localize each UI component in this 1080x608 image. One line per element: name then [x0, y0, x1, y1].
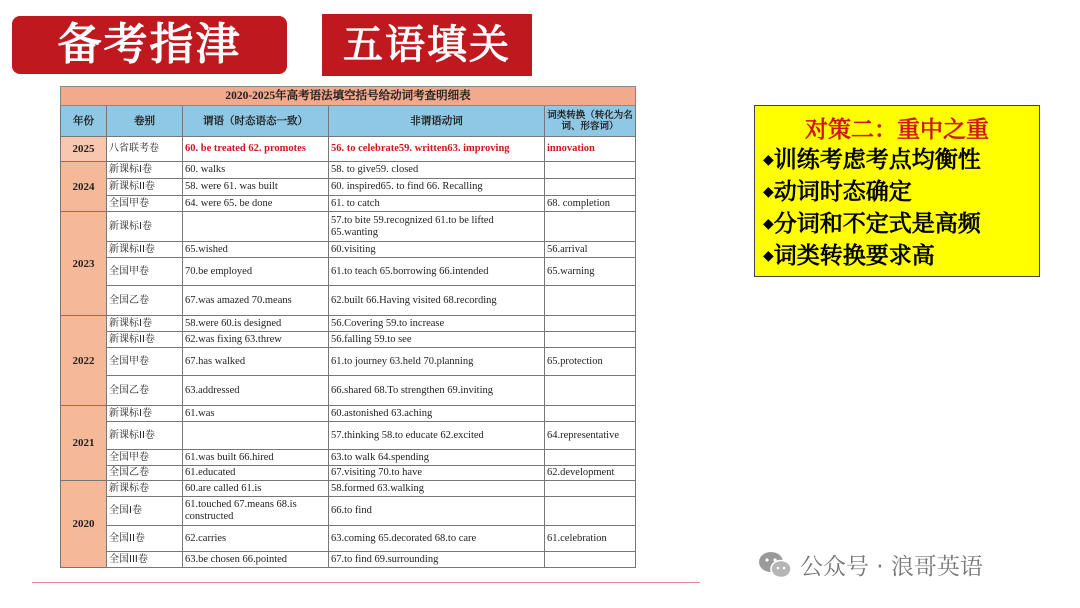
year-cell: 2023: [61, 212, 107, 316]
exam-cell: 全国I卷: [107, 497, 183, 526]
predicate-cell: 60. walks: [183, 162, 329, 179]
bullet-icon: ◆: [763, 184, 774, 200]
table-row: [61, 348, 636, 376]
strategy-list: [755, 144, 1039, 272]
exam-cell: 新课标I卷: [107, 212, 183, 242]
predicate-cell: 60.are called 61.is: [183, 481, 329, 497]
predicate-cell: 58. were 61. was built: [183, 179, 329, 196]
nonpredicate-cell: 66.to find: [329, 497, 545, 526]
conversion-cell: [545, 179, 636, 196]
table-row: [61, 196, 636, 212]
year-cell: 2024: [61, 162, 107, 212]
exam-cell: 新课标II卷: [107, 332, 183, 348]
nonpredicate-cell: 58.formed 63.walking: [329, 481, 545, 497]
predicate-cell: 58.were 60.is designed: [183, 316, 329, 332]
nonpredicate-cell: 60. inspired65. to find 66. Recalling: [329, 179, 545, 196]
strategy-item: [755, 176, 1039, 208]
strategy-item: [755, 240, 1039, 272]
conversion-cell: [545, 376, 636, 406]
conversion-cell: 65.warning: [545, 258, 636, 286]
predicate-cell: 63.be chosen 66.pointed: [183, 552, 329, 568]
exam-detail-table: [60, 86, 636, 568]
year-cell: 2025: [61, 137, 107, 162]
strategy-item: [755, 208, 1039, 240]
strategy-box: [754, 105, 1040, 277]
header-year: 年份: [61, 106, 107, 137]
exam-cell: 新课标I卷: [107, 316, 183, 332]
predicate-cell: 67.has walked: [183, 348, 329, 376]
bullet-icon: ◆: [763, 248, 774, 264]
strategy-item-text: 训练考虑考点均衡性: [773, 147, 981, 173]
conversion-cell: [545, 450, 636, 466]
exam-cell: 全国甲卷: [107, 196, 183, 212]
year-cell: 2020: [61, 481, 107, 568]
conversion-cell: innovation: [545, 137, 636, 162]
nonpredicate-cell: 57.thinking 58.to educate 62.excited: [329, 422, 545, 450]
conversion-cell: 62.development: [545, 466, 636, 481]
exam-cell: 全国III卷: [107, 552, 183, 568]
nonpredicate-cell: 60.astonished 63.aching: [329, 406, 545, 422]
conversion-cell: [545, 406, 636, 422]
table-row: [61, 316, 636, 332]
exam-cell: 全国甲卷: [107, 258, 183, 286]
table-row: [61, 552, 636, 568]
exam-detail-table-wrapper: [60, 86, 635, 568]
conversion-cell: [545, 286, 636, 316]
predicate-cell: 67.was amazed 70.means: [183, 286, 329, 316]
header-word-conversion: 词类转换（转化为名词、形容词）: [545, 106, 636, 137]
predicate-cell: 61.touched 67.means 68.is constructed: [183, 497, 329, 526]
table-row: [61, 450, 636, 466]
conversion-cell: 68. completion: [545, 196, 636, 212]
table-row: [61, 466, 636, 481]
exam-cell: 全国乙卷: [107, 376, 183, 406]
exam-cell: 新课标I卷: [107, 406, 183, 422]
strategy-item-text: 词类转换要求高: [773, 243, 935, 269]
predicate-cell: 61.educated: [183, 466, 329, 481]
nonpredicate-cell: 61.to teach 65.borrowing 66.intended: [329, 258, 545, 286]
predicate-cell: 61.was: [183, 406, 329, 422]
bullet-icon: ◆: [763, 216, 774, 232]
table-row: [61, 376, 636, 406]
exam-cell: 全国乙卷: [107, 286, 183, 316]
header-exam: 卷别: [107, 106, 183, 137]
year-cell: 2022: [61, 316, 107, 406]
title-right-text: 五语填关: [343, 22, 511, 68]
exam-cell: 新课标II卷: [107, 242, 183, 258]
conversion-cell: [545, 481, 636, 497]
nonpredicate-cell: 61. to catch: [329, 196, 545, 212]
predicate-cell: 70.be employed: [183, 258, 329, 286]
nonpredicate-cell: 62.built 66.Having visited 68.recording: [329, 286, 545, 316]
table-row: [61, 212, 636, 242]
conversion-cell: [545, 316, 636, 332]
conversion-cell: [545, 497, 636, 526]
exam-cell: 新课标II卷: [107, 422, 183, 450]
predicate-cell: 60. be treated 62. promotes: [183, 137, 329, 162]
nonpredicate-cell: 56.falling 59.to see: [329, 332, 545, 348]
conversion-cell: [545, 162, 636, 179]
year-cell: 2021: [61, 406, 107, 481]
table-row: [61, 422, 636, 450]
nonpredicate-cell: 63.coming 65.decorated 68.to care: [329, 526, 545, 552]
predicate-cell: 62.was fixing 63.threw: [183, 332, 329, 348]
table-caption: 2020-2025年高考语法填空括号给动词考查明细表: [61, 87, 636, 106]
nonpredicate-cell: 61.to journey 63.held 70.planning: [329, 348, 545, 376]
nonpredicate-cell: 57.to bite 59.recognized 61.to be lifted 65.wanting: [329, 212, 545, 242]
table-row: [61, 526, 636, 552]
strategy-title: 对策二：重中之重: [805, 117, 989, 143]
table-row: [61, 406, 636, 422]
divider-line: [32, 582, 700, 583]
watermark-text: 公众号 · 浪哥英语: [800, 554, 983, 580]
exam-cell: 新课标卷: [107, 481, 183, 497]
table-row: [61, 497, 636, 526]
exam-cell: 全国甲卷: [107, 348, 183, 376]
conversion-cell: 56.arrival: [545, 242, 636, 258]
header-nonpredicate: 非谓语动词: [329, 106, 545, 137]
strategy-item-text: 动词时态确定: [773, 179, 912, 205]
bullet-icon: ◆: [763, 152, 774, 168]
nonpredicate-cell: 56.Covering 59.to increase: [329, 316, 545, 332]
table-row: [61, 137, 636, 162]
exam-cell: 八省联考卷: [107, 137, 183, 162]
table-row: [61, 179, 636, 196]
conversion-cell: [545, 332, 636, 348]
exam-cell: 新课标II卷: [107, 179, 183, 196]
predicate-cell: [183, 212, 329, 242]
table-row: [61, 481, 636, 497]
exam-cell: 全国甲卷: [107, 450, 183, 466]
nonpredicate-cell: 56. to celebrate59. written63. improving: [329, 137, 545, 162]
nonpredicate-cell: 63.to walk 64.spending: [329, 450, 545, 466]
conversion-cell: [545, 552, 636, 568]
conversion-cell: 64.representative: [545, 422, 636, 450]
strategy-item: [755, 144, 1039, 176]
header-predicate: 谓语（时态语态一致）: [183, 106, 329, 137]
predicate-cell: 61.was built 66.hired: [183, 450, 329, 466]
conversion-cell: 61.celebration: [545, 526, 636, 552]
predicate-cell: [183, 422, 329, 450]
conversion-cell: [545, 212, 636, 242]
predicate-cell: 64. were 65. be done: [183, 196, 329, 212]
watermark: [758, 548, 983, 581]
exam-cell: 全国II卷: [107, 526, 183, 552]
title-badge-right: [322, 14, 532, 76]
strategy-item-text: 分词和不定式是高频: [773, 211, 981, 237]
exam-cell: 全国乙卷: [107, 466, 183, 481]
nonpredicate-cell: 66.shared 68.To strengthen 69.inviting: [329, 376, 545, 406]
predicate-cell: 62.carries: [183, 526, 329, 552]
table-row: [61, 162, 636, 179]
conversion-cell: 65.protection: [545, 348, 636, 376]
table-row: [61, 258, 636, 286]
table-row: [61, 242, 636, 258]
table-row: [61, 332, 636, 348]
title-left-text: 备考指津: [57, 19, 242, 70]
wechat-icon: [758, 551, 792, 579]
nonpredicate-cell: 67.visiting 70.to have: [329, 466, 545, 481]
title-badge-left: [12, 16, 287, 74]
nonpredicate-cell: 58. to give59. closed: [329, 162, 545, 179]
nonpredicate-cell: 67.to find 69.surrounding: [329, 552, 545, 568]
predicate-cell: 63.addressed: [183, 376, 329, 406]
predicate-cell: 65.wished: [183, 242, 329, 258]
nonpredicate-cell: 60.visiting: [329, 242, 545, 258]
table-row: [61, 286, 636, 316]
exam-cell: 新课标I卷: [107, 162, 183, 179]
